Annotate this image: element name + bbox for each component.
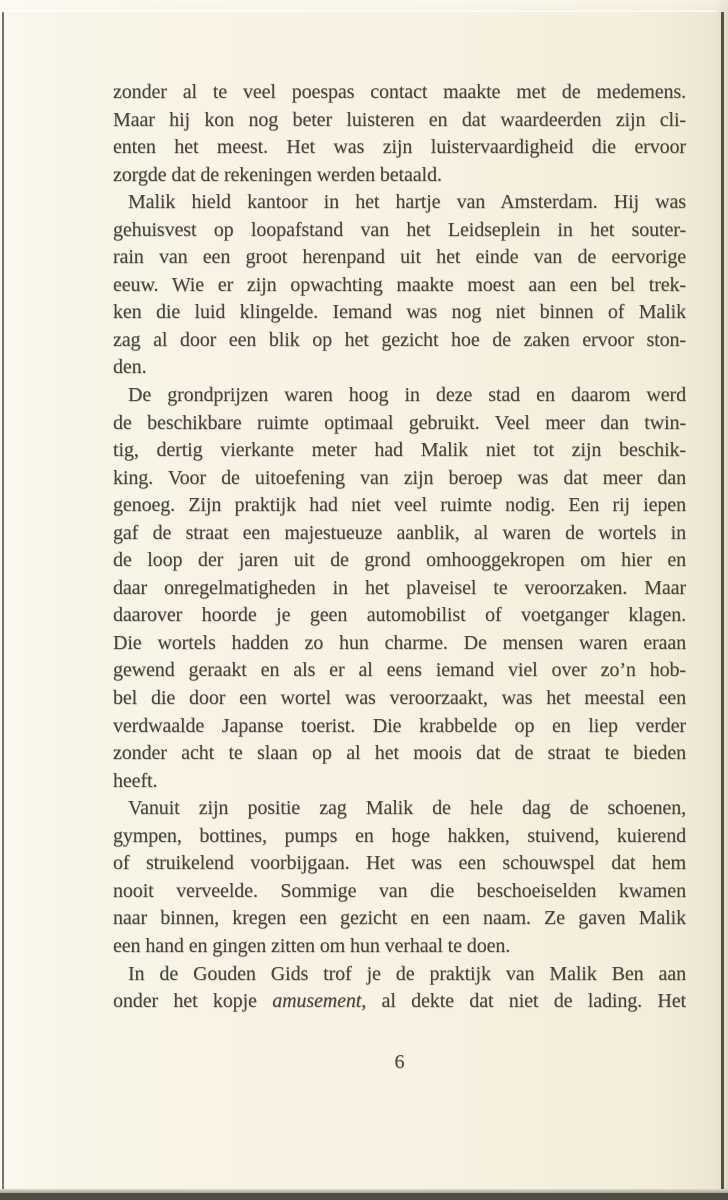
text-line (113, 795, 686, 823)
text-segment: den. (113, 356, 147, 379)
text-segment: naar binnen, kregen een gezicht en een naam. Ze gaven Malik (113, 907, 686, 930)
text-segment: daarover hoorde je geen automobilist of voetganger klagen. (113, 604, 686, 627)
text-segment: In de Gouden Gids trof je de praktijk van Malik Ben aan (128, 962, 686, 985)
text-segment: ken die luid klingelde. Iemand was nog niet binnen of Malik (113, 301, 686, 324)
text-segment: of struikelend voorbijgaan. Het was een schouwspel dat hem (113, 852, 686, 875)
text-segment: zonder al te veel poespas contact maakte met de medemens. (113, 81, 686, 103)
text-segment: De grondprijzen waren hoog in deze stad en daarom werd (128, 384, 686, 407)
text-segment: de beschikbare ruimte optimaal gebruikt. Veel meer dan twin- (113, 411, 686, 434)
text-segment: genoeg. Zijn praktijk had niet veel ruimte nodig. Een rij iepen (113, 494, 686, 517)
text-line (113, 465, 686, 493)
text-segment: gehuisvest op loopafstand van het Leidseplein in het souter- (113, 218, 686, 241)
text-line (113, 437, 686, 465)
text-line (113, 740, 686, 768)
page-top-edge-highlight (8, 10, 718, 12)
text-segment: zag al door een blik op het gezicht hoe de zaken ervoor ston- (113, 328, 686, 351)
text-segment: zorgde dat de rekeningen werden betaald. (113, 163, 442, 186)
text-line (113, 850, 686, 878)
text-line (113, 878, 686, 906)
text-segment: onder het kopje (113, 990, 273, 1013)
text-segment: een hand en gingen zitten om hun verhaal te doen. (113, 934, 511, 957)
text-segment: eeuw. Wie er zijn opwachting maakte moest aan een bel trek- (113, 273, 686, 296)
text-line (113, 520, 686, 548)
paragraph (113, 189, 686, 382)
text-line (113, 217, 686, 245)
text-segment: gewend geraakt en als er al eens iemand viel over zo’n hob- (113, 659, 686, 682)
text-line (113, 162, 686, 190)
text-line (113, 79, 686, 107)
text-segment: rain van een groot herenpand uit het einde van de eervorige (113, 246, 686, 269)
text-line (113, 354, 686, 382)
text-line (113, 382, 686, 410)
text-line (113, 933, 686, 961)
text-line (113, 299, 686, 327)
paragraph (113, 382, 686, 795)
text-line (113, 327, 686, 355)
text-line (113, 768, 686, 796)
text-segment: bel die door een wortel was veroorzaakt, was het meestal een (113, 687, 686, 710)
text-line (113, 713, 686, 741)
scan-bottom-dark-band (0, 1193, 728, 1200)
text-line (113, 685, 686, 713)
page-text (113, 79, 686, 1016)
page-number: 6 (394, 1051, 405, 1073)
paragraph (113, 795, 686, 960)
text-line (113, 134, 686, 162)
text-segment: enten het meest. Het was zijn luistervaardigheid die ervoor (113, 136, 686, 159)
page-edge-line-right (721, 12, 724, 1195)
text-segment: de loop der jaren uit de grond omhooggekropen om hier en (113, 549, 686, 572)
text-line (113, 961, 686, 989)
text-segment: Maar hij kon nog beter luisteren en dat waardeerden zijn cli- (113, 108, 686, 131)
text-segment: daar onregelmatigheden in het plaveisel te veroorzaken. Maar (113, 576, 686, 599)
text-line (113, 630, 686, 658)
paragraph (113, 961, 686, 1016)
text-line (113, 575, 686, 603)
text-line (113, 272, 686, 300)
text-segment: gympen, bottines, pumps en hoge hakken, stuivend, kuierend (113, 824, 686, 847)
text-segment: verdwaalde Japanse toerist. Die krabbelde op en liep verder (113, 714, 686, 737)
text-line (113, 988, 686, 1016)
text-segment: tig, dertig vierkante meter had Malik niet tot zijn beschik- (113, 439, 686, 462)
text-segment: king. Voor de uitoefening van zijn beroep was dat meer dan (113, 466, 686, 489)
text-line (113, 410, 686, 438)
text-segment: zonder acht te slaan op al het moois dat de straat te bieden (113, 742, 686, 765)
text-segment: heeft. (113, 769, 158, 792)
text-line (113, 657, 686, 685)
text-line (113, 492, 686, 520)
text-line (113, 547, 686, 575)
text-segment: nooit verveelde. Sommige van die beschoeiselden kwamen (113, 879, 686, 902)
italic-text: amusement (272, 990, 362, 1013)
page-edge-line-left (2, 12, 4, 1191)
text-segment: Die wortels hadden zo hun charme. De mensen waren eraan (113, 631, 686, 654)
text-line (113, 107, 686, 135)
text-segment: Malik hield kantoor in het hartje van Amsterdam. Hij was (128, 191, 686, 214)
text-segment: gaf de straat een majestueuze aanblik, al waren de wortels in (113, 521, 686, 544)
text-segment: , al dekte dat niet de lading. Het (361, 990, 686, 1013)
text-line (113, 823, 686, 851)
text-line (113, 602, 686, 630)
text-segment: Vanuit zijn positie zag Malik de hele dag de schoenen, (128, 797, 686, 820)
text-line (113, 189, 686, 217)
text-line (113, 905, 686, 933)
text-line (113, 244, 686, 272)
paragraph (113, 79, 686, 189)
